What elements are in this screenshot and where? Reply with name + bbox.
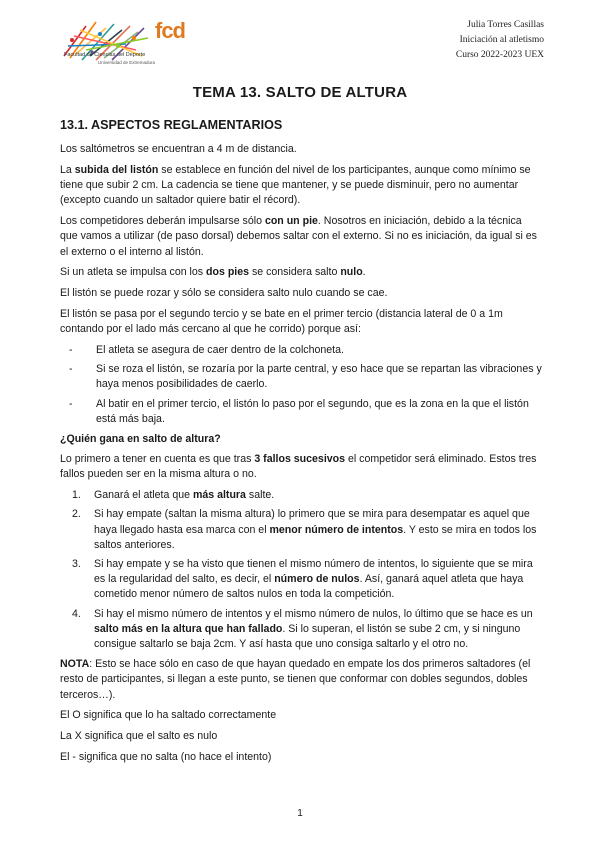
note-paragraph: NOTA: Esto se hace sólo en caso de que hayan quedado en empate los dos primeros saltadores (el resto de participantes, si llegan a este punto, se tienen que conformar con dobles segundos, dobles terceros…). — [60, 658, 531, 701]
list-item: - El atleta se asegura de caer dentro de la colchoneta. — [60, 343, 542, 358]
legend-x: La X significa que el salto es nulo — [60, 730, 218, 743]
list-item: 3. Si hay empate y se ha visto que tienen el mismo número de intentos, lo siguiente que se mira es la regularidad del salto, es decir, el número de nulos. Así, ganará aquel atleta que haya cometido menor número de saltos nulos en toda la competición. — [72, 558, 533, 601]
document-body — [60, 118, 542, 771]
subheading-who-wins: ¿Quién gana en salto de altura? — [60, 433, 221, 446]
list-item: - Si se roza el listón, se rozaría por la parte central, y eso hace que se repartan las vibraciones y haya menos posibilidades de caerlo. — [60, 362, 542, 392]
paragraph-bar-rise: La subida del listón se establece en función del nivel de los participantes, aunque como mínimo se tiene que subir 2 cm. La cadencia se tiene que mantener, y se puede disminuir, pero no aumentar (excepto cuando un saltador quiere batir el récord). — [60, 164, 531, 207]
logo-line-2: Universidad de Extremadura — [98, 60, 156, 65]
tiebreak-list — [60, 488, 542, 652]
paragraph-thirds: El listón se pasa por el segundo tercio y se bate en el primer tercio (distancia lateral de 0 a 1m contando por el lado más cercano al que he corrido) porque así: — [60, 308, 503, 336]
header-subject: Iniciación al atletismo — [459, 35, 544, 45]
page-number: 1 — [297, 808, 303, 819]
list-item: 4. Si hay el mismo número de intentos y el mismo número de nulos, lo último que se hace es un salto más en la altura que han fallado. Si lo superan, el listón se sube 2 cm, y si ninguno consigue saltarlo se baja 2cm. Y así hasta que uno consiga saltarlo y el otro no. — [72, 607, 533, 651]
paragraph-two-feet: Si un atleta se impulsa con los dos pies se considera salto nulo. — [60, 266, 366, 279]
header-info — [456, 18, 544, 63]
list-item: - Al batir en el primer tercio, el listón lo paso por el segundo, que es la zona en la que el listón está más baja. — [60, 397, 542, 427]
header-author: Julia Torres Casillas — [467, 20, 544, 30]
logo-line-1: Facultad de Ciencias del Deporte — [64, 52, 146, 58]
legend-o: El O significa que lo ha saltado correctamente — [60, 709, 277, 722]
logo-fcd-mark: fcd — [155, 18, 185, 43]
header-course: Curso 2022-2023 UEX — [455, 50, 544, 60]
paragraph-touch-bar: El listón se puede rozar y sólo se considera salto nulo cuando se cae. — [60, 287, 388, 300]
list-item: 2. Si hay empate (saltan la misma altura) lo primero que se mira para desempatar es aquel que haya llegado hasta esa marca con el menor número de intentos. Y esto se mira en todos los saltos anteriores. — [72, 508, 537, 551]
reasons-list — [60, 343, 542, 427]
legend-dash: El - significa que no salta (no hace el intento) — [60, 751, 272, 764]
paragraph-three-fails: Lo primero a tener en cuenta es que tras 3 fallos sucesivos el competidor será eliminado. Estos tres fallos pueden ser en la misma altura o no. — [60, 453, 537, 481]
list-item: 1. Ganará el atleta que más altura salte. — [72, 489, 275, 502]
section-heading: 13.1. ASPECTOS REGLAMENTARIOS — [60, 118, 283, 132]
paragraph-distance: Los saltómetros se encuentran a 4 m de distancia. — [60, 143, 297, 156]
paragraph-one-foot: Los competidores deberán impulsarse sólo con un pie. Nosotros en iniciación, debido a la técnica que vamos a utilizar (de paso dorsal) debemos saltar con el externo. Si no es iniciación, da igual si es el externo o el interno al listón. — [60, 215, 537, 258]
page-title: TEMA 13. SALTO DE ALTURA — [192, 84, 408, 101]
